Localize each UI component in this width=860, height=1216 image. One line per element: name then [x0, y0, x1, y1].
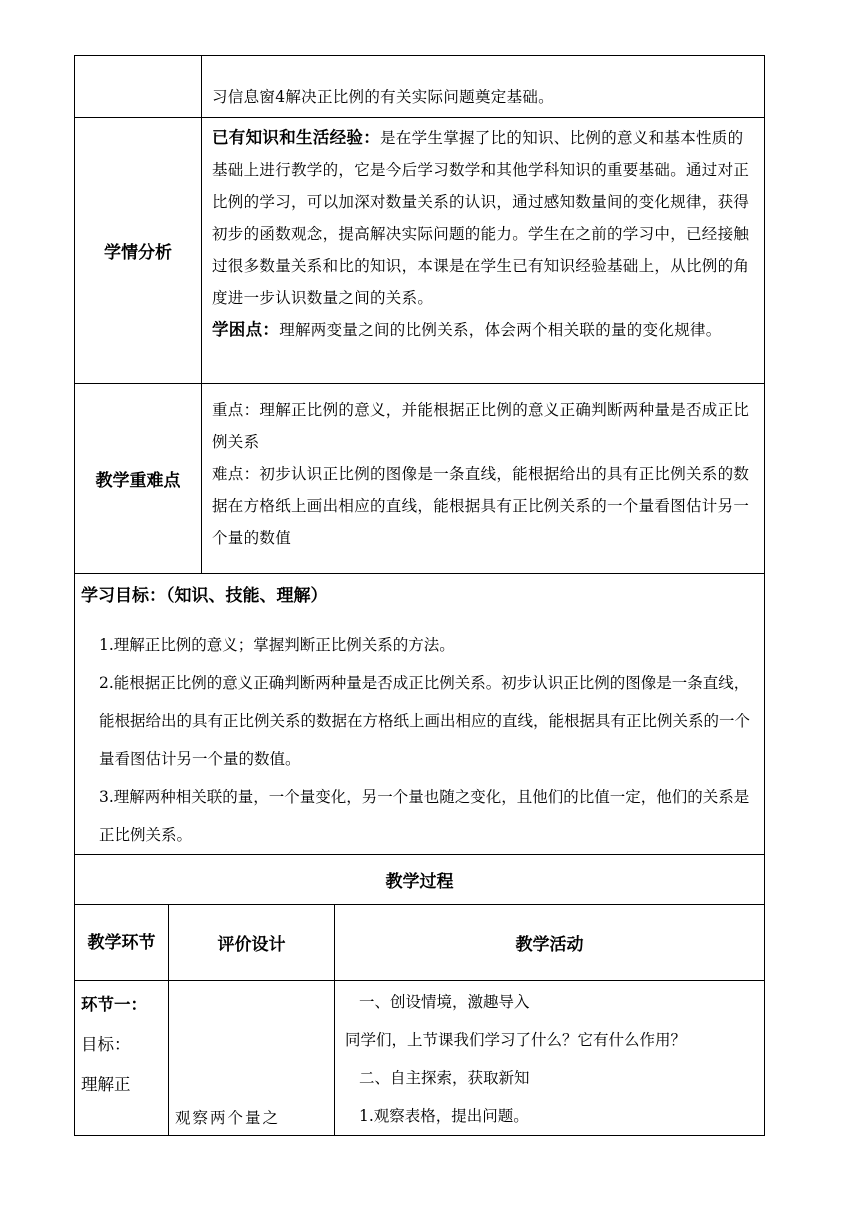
- focus-text: 重点：理解正比例的意义，并能根据正比例的意义正确判断两种量是否成正比例关系: [212, 401, 750, 451]
- difficulty-lead: 学困点：: [212, 320, 280, 339]
- stage-1-name: 环节一：: [81, 995, 147, 1014]
- difficulty-point-text: 难点：初步认识正比例的图像是一条直线，能根据给出的具有正比例关系的数据在方格纸上画出相应的直线，能根据具有正比例关系的一个量看图估计另一个量的数值: [212, 465, 750, 547]
- process-title-row: [75, 855, 765, 905]
- goal-item-1: 1.理解正比例的意义；掌握判断正比例关系的方法。: [99, 636, 455, 654]
- process-header-row: [75, 905, 765, 981]
- goal-item-2: 2.能根据正比例的意义正确判断两种量是否成正比例关系。初步认识正比例的图像是一条直线，能根据给出的具有正比例关系的数据在方格纸上画出相应的直线，能根据具有正比例关系的一个量看图估计另一个量的数值。: [99, 674, 751, 768]
- student-analysis-row: [75, 118, 765, 384]
- evaluation-header: 评价设计: [169, 905, 335, 981]
- activity-line-1: 一、创设情境，激趣导入: [359, 993, 530, 1011]
- stage-1-activities: [335, 981, 765, 1136]
- student-analysis-content: [202, 118, 765, 384]
- activity-header: 教学活动: [335, 905, 765, 981]
- key-points-row: [75, 384, 765, 574]
- activity-line-3: 二、自主探索，获取新知: [359, 1069, 530, 1087]
- activity-line-4: 1.观察表格，提出问题。: [359, 1107, 529, 1125]
- goal-item-3: 3.理解两种相关联的量，一个量变化，另一个量也随之变化，且他们的比值一定，他们的关系是正比例关系。: [99, 788, 750, 844]
- stage-1-evaluation: 观察两个量之: [169, 981, 335, 1136]
- stage-1-goal-label: 目标：: [81, 1035, 131, 1054]
- lesson-plan-page: [74, 55, 764, 1136]
- key-points-content: [202, 384, 765, 574]
- lesson-plan-table: [74, 55, 765, 1136]
- goals-row: [75, 574, 765, 855]
- knowledge-text: 是在学生掌握了比的知识、比例的意义和基本性质的基础上进行教学的，它是今后学习数学和其他学科知识的重要基础。通过对正比例的学习，可以加深对数量关系的认识，通过感知数量间的变化规律，获得初步的函数观念，提高解决实际问题的能力。学生在之前的学习中，已经接触过很多数量关系和比的知识，本课是在学生已有知识经验基础上，从比例的角度进一步认识数量之间的关系。: [212, 129, 750, 307]
- process-title: 教学过程: [75, 855, 765, 905]
- continuation-text: 习信息窗4解决正比例的有关实际问题奠定基础。: [202, 56, 765, 118]
- stage-header: 教学环节: [75, 905, 169, 981]
- continuation-label-cell: [75, 56, 202, 118]
- activity-line-2: 同学们，上节课我们学习了什么？它有什么作用？: [345, 1031, 687, 1049]
- goals-cell: [75, 574, 765, 855]
- goals-title: 学习目标：（知识、技能、理解）: [81, 586, 328, 606]
- stage-1-cell: [75, 981, 169, 1136]
- continuation-row: [75, 56, 765, 118]
- student-analysis-label: 学情分析: [75, 118, 202, 384]
- stage-1-row: [75, 981, 765, 1136]
- difficulty-text: 理解两变量之间的比例关系，体会两个相关联的量的变化规律。: [279, 321, 722, 339]
- knowledge-lead: 已有知识和生活经验：: [212, 128, 380, 147]
- stage-1-goal-text: 理解正: [81, 1075, 131, 1094]
- key-points-label: 教学重难点: [75, 384, 202, 574]
